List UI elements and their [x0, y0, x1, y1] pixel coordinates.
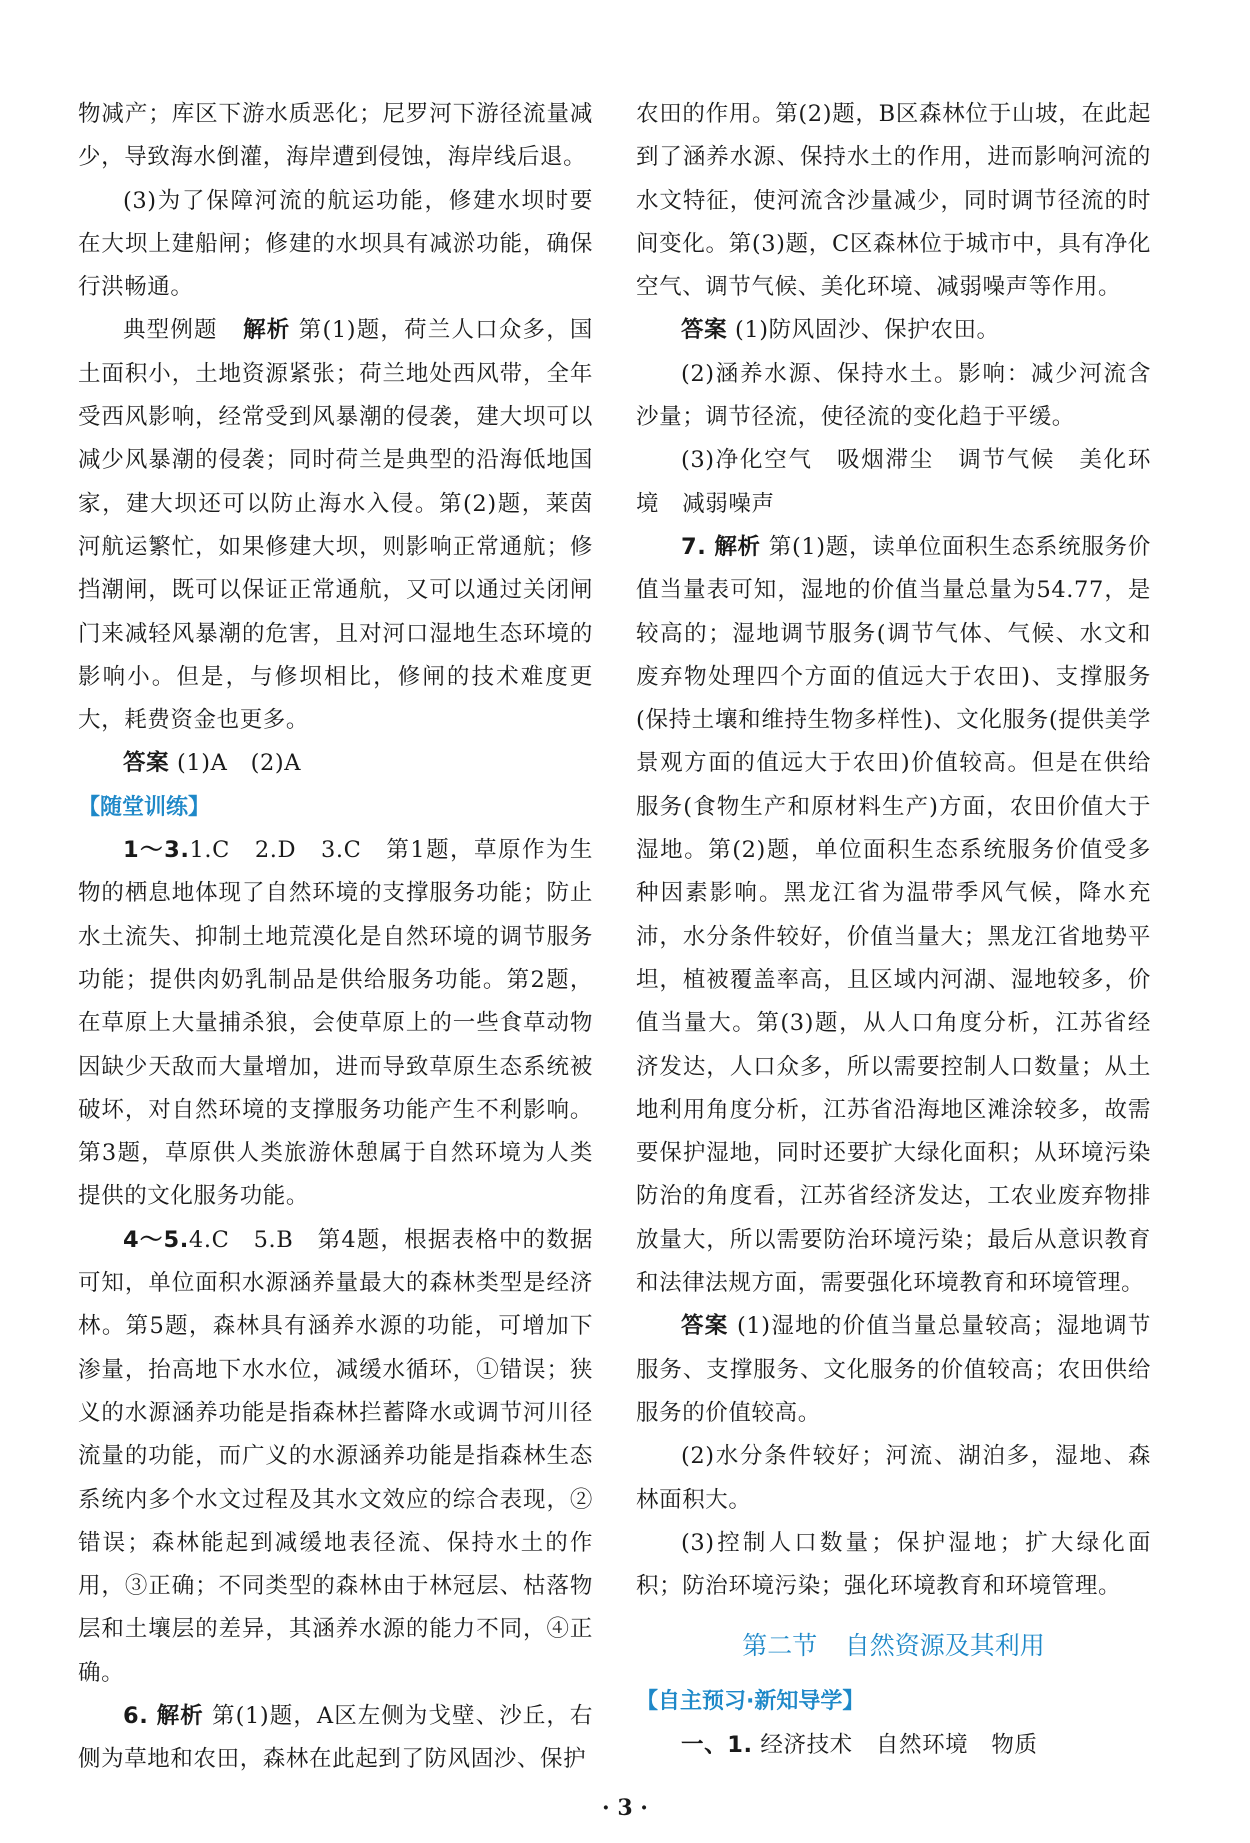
answer-text: (1)A (2)A [176, 750, 302, 777]
question-number: 一、1. [681, 1731, 753, 1758]
question-text: 4.C 5.B 第4题，根据表格中的数据可知，单位面积水源涵养量最大的森林类型是经济林。第5题，森林具有涵养水源的功能，可增加下渗量，抬高地下水水位，减缓水循环，①错误；狭义的水源涵养功能是指森林拦蓄降水或调节河川径流量的功能，而广义的水源涵养功能是指森林生态系统内多个水文过程及其水文效应的综合表现，②错误；森林能起到减缓地表径流、保持水土的作用，③正确；不同类型的森林由于林冠层、枯落物层和土壤层的差异，其涵养水源的能力不同，④正确。 [78, 1226, 593, 1686]
section-name: 自然资源及其利用 [844, 1631, 1045, 1661]
analysis-label: 解析 [156, 1702, 204, 1729]
question-text: 经济技术 自然环境 物质 [760, 1731, 1038, 1758]
page-number: · 3 · [602, 1795, 648, 1821]
right-column [636, 93, 1151, 1767]
section-heading-preview: 【自主预习·新知导学】 [636, 1689, 865, 1715]
paragraph: (3)净化空气 吸烟滞尘 调节气候 美化环境 减弱噪声 [636, 447, 1151, 517]
analysis-label: 解析 [242, 317, 291, 344]
analysis-label: 解析 [714, 533, 761, 560]
paragraph: (3)为了保障河流的航运功能，修建水坝时要在大坝上建船闸；修建的水坝具有减淤功能，确保行洪畅通。 [78, 187, 593, 301]
question-block [636, 1724, 1151, 1767]
analysis-text: 第(1)题，荷兰人口众多，国土面积小，土地资源紧张；荷兰地处西风带，全年受西风影响，经常受到风暴潮的侵袭，建大坝可以减少风暴潮的侵袭；同时荷兰是典型的沿海低地国家，建大坝还可以防止海水入侵。第(2)题，莱茵河航运繁忙，如果修建大坝，则影响正常通航；修挡潮闸，既可以保证正常通航，又可以通过关闭闸门来减轻风暴潮的危害，且对河口湿地生态环境的影响小。但是，与修坝相比，修闸的技术难度更大，耗费资金也更多。 [78, 317, 593, 734]
paragraph: 物减产；库区下游水质恶化；尼罗河下游径流量减少，导致海水倒灌，海岸遭到侵蚀，海岸线后退。 [78, 101, 593, 171]
question-number: 1～3. [123, 837, 190, 864]
answer-label: 答案 [681, 1313, 729, 1340]
question-block [636, 526, 1151, 1305]
paragraph: (2)水分条件较好；河流、湖泊多，湿地、森林面积大。 [636, 1443, 1151, 1513]
question-number: 6. [123, 1702, 149, 1729]
section-number: 第二节 [742, 1631, 818, 1661]
question-text: 第(1)题，A区左侧为戈壁、沙丘，右侧为草地和农田，森林在此起到了防风固沙、保护 [78, 1702, 594, 1773]
example-label: 典型例题 [123, 317, 218, 344]
paragraph: (3)控制人口数量；保护湿地；扩大绿化面积；防治环境污染；强化环境教育和环境管理。 [636, 1529, 1151, 1600]
answer [78, 742, 593, 785]
answer-text: (1)防风固沙、保护农田。 [734, 317, 1000, 344]
question-text: 第(1)题，读单位面积生态系统服务价值当量表可知，湿地的价值当量总量为54.77，是较高的；湿地调节服务(调节气体、气候、水文和废弃物处理四个方面的值远大于农田)、支撑服务(保持土壤和维持生物多样性)、文化服务(提供美学景观方面的值远大于农田)价值较高。但是在供给服务(食物生产和原材料生产)方面，农田价值大于湿地。第(2)题，单位面积生态系统服务价值受多种因素影响。黑龙江省为温带季风气候，降水充沛，水分条件较好，价值当量大；黑龙江省地势平坦，植被覆盖率高，且区域内河湖、湿地较多，价值当量大。第(3)题，从人口角度分析，江苏省经济发达，人口众多，所以需要控制人口数量；从土地利用角度分析，江苏省沿海地区滩涂较多，故需要保护湿地，同时还要扩大绿化面积；从环境污染防治的角度看，江苏省经济发达，工农业废弃物排放量大，所以需要防治环境污染；最后从意识教育和法律法规方面，需要强化环境教育和环境管理。 [636, 533, 1151, 1297]
question-text: 1.C 2.D 3.C 第1题，草原作为生物的栖息地体现了自然环境的支撑服务功能；防止水土流失、抑制土地荒漠化是自然环境的调节服务功能；提供肉奶乳制品是供给服务功能。第2题，在草原上大量捕杀狼，会使草原上的一些食草动物因缺少天敌而大量增加，进而导致草原生态系统被破坏，对自然环境的支撑服务功能产生不利影响。第3题，草原供人类旅游休憩属于自然环境为人类提供的文化服务功能。 [78, 837, 593, 1210]
paragraph: 农田的作用。第(2)题，B区森林位于山坡，在此起到了涵养水源、保持水土的作用，进而影响河流的水文特征，使河流含沙量减少，同时调节径流的时间变化。第(3)题，C区森林位于城市中，具有净化空气、调节气候、美化环境、减弱噪声等作用。 [636, 101, 1151, 301]
answer [636, 309, 1151, 352]
left-column [78, 93, 593, 1782]
question-number: 4～5. [123, 1226, 189, 1253]
answer-text: (1)湿地的价值当量总量较高；湿地调节服务、支撑服务、文化服务的价值较高；农田供给服务的价值较高。 [636, 1313, 1151, 1426]
question-block [78, 1219, 593, 1695]
paragraph: (2)涵养水源、保持水土。影响：减少河流含沙量；调节径流，使径流的变化趋于平缓。 [636, 360, 1151, 431]
section-title [636, 1624, 1151, 1668]
answer [636, 1305, 1151, 1435]
section-heading-practice: 【随堂训练】 [78, 794, 211, 820]
question-block [78, 829, 593, 1219]
answer-label: 答案 [681, 317, 728, 344]
answer-label: 答案 [123, 750, 170, 777]
question-number: 7. [681, 533, 707, 560]
example-analysis [78, 309, 593, 742]
question-block [78, 1695, 593, 1782]
